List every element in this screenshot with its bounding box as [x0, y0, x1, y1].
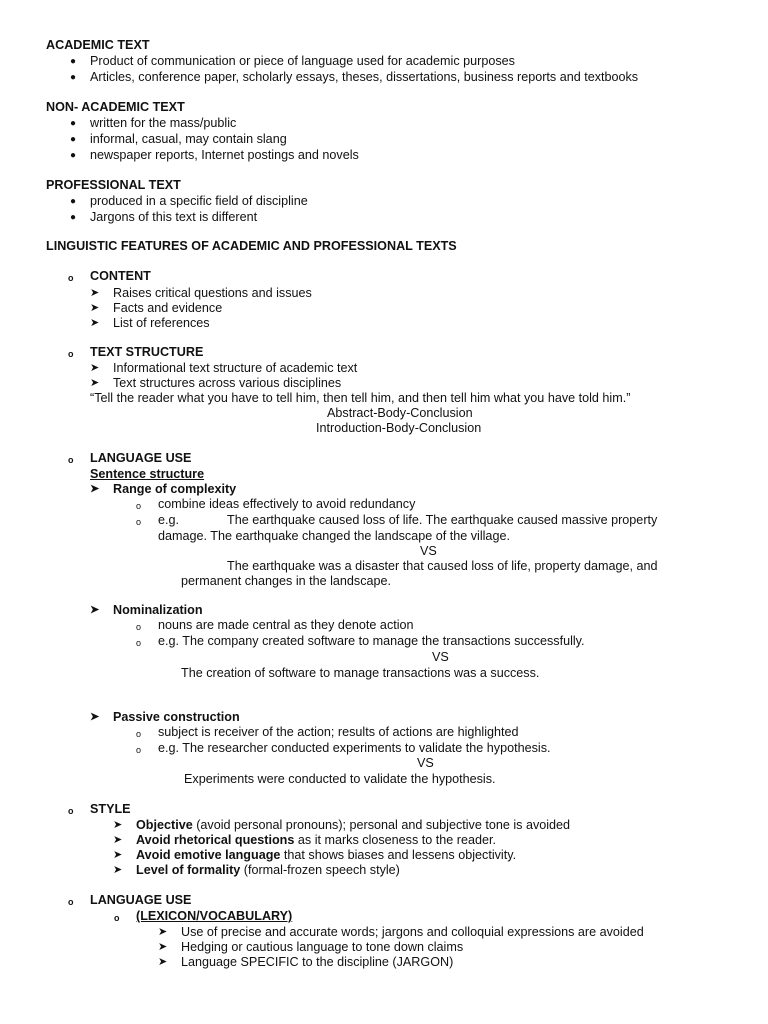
lexicon-subheading: (LEXICON/VOCABULARY) — [136, 909, 293, 923]
arrow-bullet-icon: ➤ — [90, 711, 100, 723]
language-use-heading-2: LANGUAGE USE — [90, 893, 192, 907]
vs-label: VS — [432, 650, 449, 664]
passive-construction-heading: Passive construction — [113, 710, 240, 724]
vs-label: VS — [417, 756, 434, 770]
list-item: subject is receiver of the action; results of actions are highlighted — [158, 725, 519, 739]
style-item-rest: (formal-frozen speech style) — [240, 863, 400, 877]
style-item — [136, 818, 570, 833]
style-item-rest: as it marks closeness to the reader. — [294, 833, 496, 847]
list-item: Use of precise and accurate words; jargons and colloquial expressions are avoided — [181, 925, 644, 939]
circle-bullet-icon: o — [68, 897, 74, 907]
arrow-bullet-icon: ➤ — [113, 834, 123, 846]
circle-bullet-icon: o — [136, 517, 142, 527]
text-structure-heading: TEXT STRUCTURE — [90, 345, 204, 359]
style-item — [136, 833, 496, 848]
style-item-bold: Avoid emotive language — [136, 848, 281, 862]
sentence-structure-subheading: Sentence structure — [90, 467, 205, 481]
example-text: damage. The earthquake changed the landscape of the village. — [158, 529, 510, 543]
example-text: e.g. The company created software to manage the transactions successfully. — [158, 634, 585, 648]
professional-text-heading: PROFESSIONAL TEXT — [46, 178, 181, 192]
bullet-dot-icon: ● — [70, 150, 77, 161]
arrow-bullet-icon: ➤ — [158, 926, 168, 938]
arrow-bullet-icon: ➤ — [90, 287, 100, 299]
content-heading: CONTENT — [90, 269, 151, 283]
list-item: Text structures across various disciplines — [113, 376, 342, 390]
vs-label: VS — [420, 544, 437, 558]
arrow-bullet-icon: ➤ — [158, 941, 168, 953]
circle-bullet-icon: o — [68, 273, 74, 283]
circle-bullet-icon: o — [68, 806, 74, 816]
arrow-bullet-icon: ➤ — [90, 317, 100, 329]
arrow-bullet-icon: ➤ — [113, 864, 123, 876]
example-label: e.g. — [158, 513, 180, 527]
structure-intro-body-conclusion: Introduction-Body-Conclusion — [316, 421, 482, 435]
circle-bullet-icon: o — [136, 622, 142, 632]
style-heading: STYLE — [90, 802, 131, 816]
arrow-bullet-icon: ➤ — [90, 302, 100, 314]
bullet-dot-icon: ● — [70, 134, 77, 145]
list-item: written for the mass/public — [90, 116, 237, 130]
list-item: List of references — [113, 316, 210, 330]
style-item-bold: Avoid rhetorical questions — [136, 833, 295, 847]
style-item — [136, 848, 516, 863]
circle-bullet-icon: o — [68, 455, 74, 465]
list-item: combine ideas effectively to avoid redundancy — [158, 497, 416, 511]
list-item: Hedging or cautious language to tone down claims — [181, 940, 464, 954]
circle-bullet-icon: o — [136, 729, 142, 739]
bullet-dot-icon: ● — [70, 196, 77, 207]
list-item: Product of communication or piece of language used for academic purposes — [90, 54, 515, 68]
structure-abstract-body-conclusion: Abstract-Body-Conclusion — [327, 406, 473, 420]
academic-text-heading: ACADEMIC TEXT — [46, 38, 150, 52]
linguistic-features-heading: LINGUISTIC FEATURES OF ACADEMIC AND PROFESSIONAL TEXTS — [46, 239, 457, 253]
style-item-bold: Objective — [136, 818, 193, 832]
list-item: informal, casual, may contain slang — [90, 132, 287, 146]
list-item: Raises critical questions and issues — [113, 286, 312, 300]
example-text: Experiments were conducted to validate the hypothesis. — [184, 772, 496, 786]
example-text: e.g. The researcher conducted experiments to validate the hypothesis. — [158, 741, 551, 755]
example-text: permanent changes in the landscape. — [181, 574, 392, 588]
style-item — [136, 863, 400, 878]
style-item-bold: Level of formality — [136, 863, 241, 877]
bullet-dot-icon: ● — [70, 212, 77, 223]
example-text: The earthquake was a disaster that caused loss of life, property damage, and — [227, 559, 658, 573]
arrow-bullet-icon: ➤ — [113, 819, 123, 831]
circle-bullet-icon: o — [136, 501, 142, 511]
bullet-dot-icon: ● — [70, 72, 77, 83]
nominalization-heading: Nominalization — [113, 603, 203, 617]
language-use-heading: LANGUAGE USE — [90, 451, 192, 465]
circle-bullet-icon: o — [68, 349, 74, 359]
circle-bullet-icon: o — [136, 638, 142, 648]
arrow-bullet-icon: ➤ — [90, 604, 100, 616]
example-text: The earthquake caused loss of life. The earthquake caused massive property — [227, 513, 658, 527]
circle-bullet-icon: o — [114, 913, 120, 923]
style-item-rest: (avoid personal pronouns); personal and subjective tone is avoided — [192, 818, 571, 832]
arrow-bullet-icon: ➤ — [90, 483, 100, 495]
bullet-dot-icon: ● — [70, 56, 77, 67]
bullet-dot-icon: ● — [70, 118, 77, 129]
style-item-rest: that shows biases and lessens objectivity. — [280, 848, 517, 862]
list-item: Informational text structure of academic text — [113, 361, 358, 375]
list-item: nouns are made central as they denote action — [158, 618, 414, 632]
circle-bullet-icon: o — [136, 745, 142, 755]
example-text: The creation of software to manage transactions was a success. — [181, 666, 540, 680]
list-item: Facts and evidence — [113, 301, 223, 315]
arrow-bullet-icon: ➤ — [113, 849, 123, 861]
quote-text: “Tell the reader what you have to tell him, then tell him, and then tell him what you have told him.” — [90, 391, 631, 405]
list-item: newspaper reports, Internet postings and novels — [90, 148, 359, 162]
list-item: produced in a specific field of discipline — [90, 194, 308, 208]
list-item: Jargons of this text is different — [90, 210, 258, 224]
list-item: Articles, conference paper, scholarly essays, theses, dissertations, business reports and textbooks — [90, 70, 639, 84]
arrow-bullet-icon: ➤ — [90, 362, 100, 374]
list-item: Language SPECIFIC to the discipline (JARGON) — [181, 955, 454, 969]
range-of-complexity-heading: Range of complexity — [113, 482, 237, 496]
non-academic-text-heading: NON- ACADEMIC TEXT — [46, 100, 185, 114]
arrow-bullet-icon: ➤ — [90, 377, 100, 389]
arrow-bullet-icon: ➤ — [158, 956, 168, 968]
